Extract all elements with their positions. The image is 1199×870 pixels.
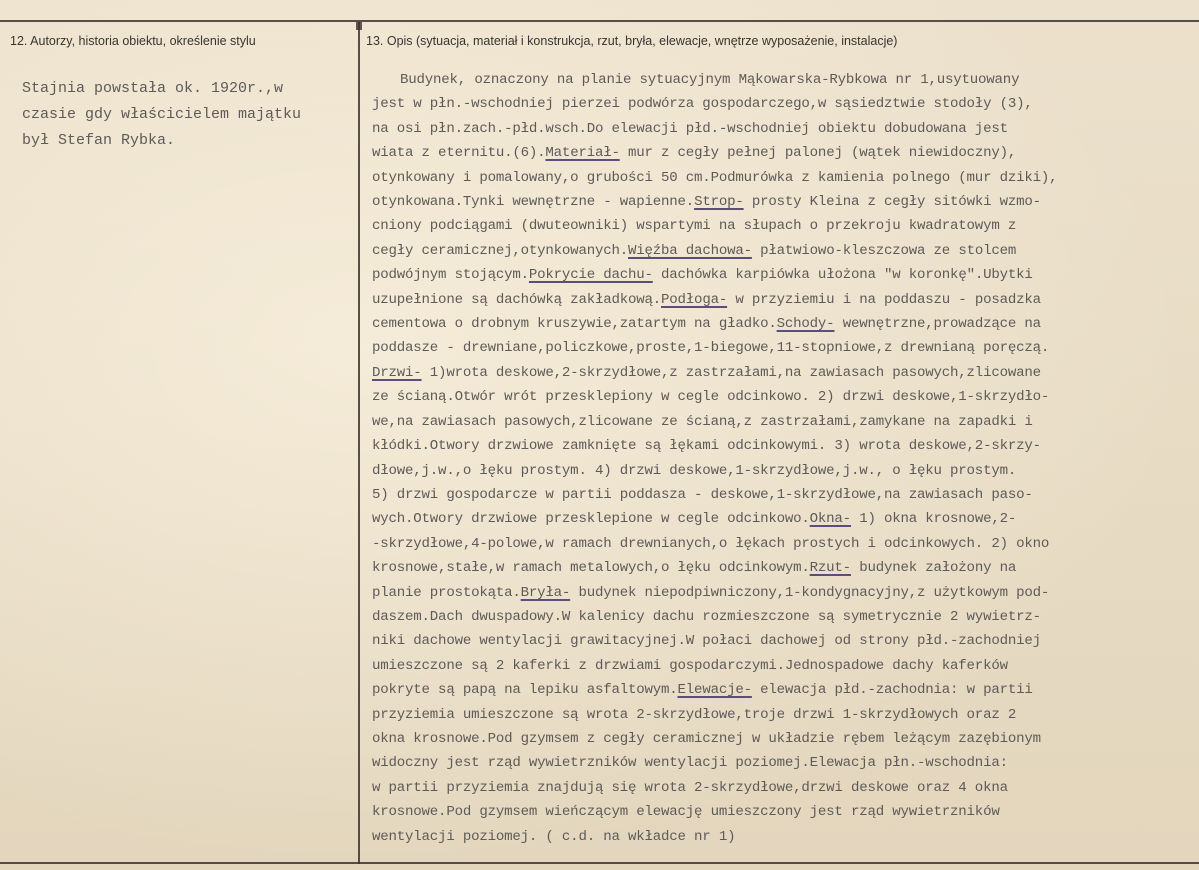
description-line xyxy=(372,483,1192,507)
description-segment: podwójnym stojącym. xyxy=(372,267,529,284)
description-line xyxy=(372,117,1192,141)
description-line xyxy=(372,605,1192,629)
description-line xyxy=(372,507,1192,531)
description-text xyxy=(372,68,1192,849)
description-segment: daszem.Dach dwuspadowy.W kalenicy dachu rozmieszczone są symetrycznie 2 wywietrz- xyxy=(372,608,1041,625)
description-segment: otynkowany i pomalowany,o grubości 50 cm.Podmurówka z kamienia polnego (mur dziki), xyxy=(372,169,1058,186)
description-segment: cegły ceramicznej,otynkowanych. xyxy=(372,242,628,259)
description-line xyxy=(372,434,1192,458)
description-segment: poddasze - drewniane,policzkowe,proste,1-biegowe,11-stopniowe,z drewnianą poręczą. xyxy=(372,340,1050,357)
description-line xyxy=(372,68,1192,92)
description-segment: wych.Otwory drzwiowe przesklepione w cegle odcinkowo. xyxy=(372,511,810,528)
description-segment: 5) drzwi gospodarcze w partii poddasza - deskowe,1-skrzydłowe,na zawiasach paso- xyxy=(372,486,1033,503)
description-segment: na osi płn.zach.-płd.wsch.Do elewacji płd.-wschodniej obiektu dobudowana jest xyxy=(372,120,1008,137)
section-keyword: Schody- xyxy=(776,316,835,333)
description-line xyxy=(372,654,1192,678)
description-line xyxy=(372,239,1192,263)
history-line: był Stefan Rybka. xyxy=(22,132,176,149)
description-line xyxy=(372,581,1192,605)
description-segment: płatwiowo-kleszczowa ze stolcem xyxy=(751,242,1017,259)
description-segment: 1)wrota deskowe,2-skrzydłowe,z zastrzałami,na zawiasach pasowych,zlicowane xyxy=(421,364,1041,381)
description-line xyxy=(372,678,1192,702)
description-segment: prosty Kleina z cegły sitówki wzmo- xyxy=(743,194,1041,211)
description-segment: jest w płn.-wschodniej pierzei podwórza gospodarczego,w sąsiedztwie stodoły (3), xyxy=(372,96,1033,113)
description-segment: dłowe,j.w.,o łęku prostym. 4) drzwi deskowe,1-skrzydłowe,j.w., o łęku prostym. xyxy=(372,462,1017,479)
description-segment: pokryte są papą na lepiku asfaltowym. xyxy=(372,682,678,699)
description-line xyxy=(372,141,1192,165)
section-keyword: Bryła- xyxy=(520,584,571,601)
description-segment: mur z cegły pełnej palonej (wątek niewidoczny), xyxy=(619,145,1017,162)
description-line xyxy=(372,532,1192,556)
description-line xyxy=(372,703,1192,727)
description-segment: krosnowe.Pod gzymsem wieńczącym elewację umieszczony jest rząd wywietrzników xyxy=(372,804,1000,821)
description-line xyxy=(372,288,1192,312)
description-segment: dachówka karpiówka ułożona "w koronkę".Ubytki xyxy=(652,267,1033,284)
section-keyword: Pokrycie dachu- xyxy=(528,267,653,284)
column-divider xyxy=(358,22,360,864)
description-line xyxy=(372,751,1192,775)
description-segment: krosnowe,stałe,w ramach metalowych,o łęku odcinkowym. xyxy=(372,560,810,577)
description-segment: otynkowana.Tynki wewnętrzne - wapienne. xyxy=(372,194,695,211)
description-line xyxy=(372,410,1192,434)
description-line xyxy=(372,263,1192,287)
description-segment: Budynek, oznaczony na planie sytuacyjnym Mąkowarska-Rybkowa nr 1,usytuowany xyxy=(400,72,1020,88)
description-line xyxy=(372,459,1192,483)
section-keyword: Podłoga- xyxy=(661,291,728,308)
description-segment: uzupełnione są dachówką zakładkową. xyxy=(372,291,662,308)
description-segment: planie prostokąta. xyxy=(372,584,521,601)
description-line xyxy=(372,190,1192,214)
description-segment: okna krosnowe.Pod gzymsem z cegły ceramicznej w układzie rębem leżącym zazębionym xyxy=(372,730,1041,747)
description-line xyxy=(372,825,1192,849)
description-segment: budynek założony na xyxy=(850,560,1017,577)
section-13-heading: 13. Opis (sytuacja, materiał i konstrukcja, rzut, bryła, elewacje, wnętrze wyposażenie, instalacje) xyxy=(366,34,898,48)
section-keyword: Materiał- xyxy=(545,145,620,162)
description-line xyxy=(372,361,1192,385)
section-keyword: Drzwi- xyxy=(372,364,422,381)
history-text xyxy=(22,76,352,154)
description-segment: wentylacji poziomej. ( c.d. na wkładce nr 1) xyxy=(372,828,736,845)
history-line: Stajnia powstała ok. 1920r.,w xyxy=(22,80,284,97)
description-segment: we,na zawiasach pasowych,zlicowane ze ścianą,z zastrzałami,zamykane na zapadki i xyxy=(372,413,1033,430)
description-segment: w partii przyziemia znajdują się wrota 2-skrzydłowe,drzwi deskowe oraz 4 okna xyxy=(372,779,1008,796)
description-line xyxy=(372,385,1192,409)
description-line xyxy=(372,727,1192,751)
description-line xyxy=(372,214,1192,238)
description-line xyxy=(372,800,1192,824)
description-segment: cniony podciągami (dwuteowniki) wspartymi na słupach o przekroju kwadratowym z xyxy=(372,218,1017,235)
description-segment: budynek niepodpiwniczony,1-kondygnacyjny,z użytkowym pod- xyxy=(570,584,1050,601)
description-segment: wewnętrzne,prowadzące na xyxy=(834,316,1041,333)
description-line xyxy=(372,629,1192,653)
description-segment: niki dachowe wentylacji grawitacyjnej.W połaci dachowej od strony płd.-zachodniej xyxy=(372,633,1041,650)
description-segment: 1) okna krosnowe,2- xyxy=(850,511,1017,528)
description-segment: umieszczone są 2 kaferki z drzwiami gospodarczymi.Jednospadowe dachy kaferków xyxy=(372,657,1008,674)
section-keyword: Elewacje- xyxy=(677,682,752,699)
section-keyword: Rzut- xyxy=(809,560,851,577)
description-line xyxy=(372,556,1192,580)
description-segment: w przyziemiu i na poddaszu - posadzka xyxy=(727,291,1041,308)
description-segment: widoczny jest rząd wywietrzników wentylacji poziomej.Elewacja płn.-wschodnia: xyxy=(372,755,1008,772)
section-keyword: Strop- xyxy=(694,194,744,211)
description-segment: przyziemia umieszczone są wrota 2-skrzydłowe,troje drzwi 1-skrzydłowych oraz 2 xyxy=(372,706,1017,723)
history-line: czasie gdy właścicielem majątku xyxy=(22,106,302,123)
section-keyword: Więźba dachowa- xyxy=(628,242,752,259)
section-12-heading: 12. Autorzy, historia obiektu, określenie stylu xyxy=(10,34,256,48)
description-segment: cementowa o drobnym kruszywie,zatartym na gładko. xyxy=(372,316,777,333)
top-rule xyxy=(0,20,1199,22)
description-segment: elewacja płd.-zachodnia: w partii xyxy=(751,682,1033,699)
section-keyword: Okna- xyxy=(809,511,851,528)
description-segment: wiata z eternitu.(6). xyxy=(372,145,546,162)
bottom-rule xyxy=(0,862,1199,864)
description-line xyxy=(372,92,1192,116)
description-line xyxy=(372,166,1192,190)
description-line xyxy=(372,336,1192,360)
description-line xyxy=(372,776,1192,800)
description-line xyxy=(372,312,1192,336)
description-segment: kłódki.Otwory drzwiowe zamknięte są łękami odcinkowymi. 3) wrota deskowe,2-skrzy- xyxy=(372,438,1041,455)
description-segment: -skrzydłowe,4-polowe,w ramach drewnianych,o łękach prostych i odcinkowych. 2) okno xyxy=(372,535,1050,552)
description-segment: ze ścianą.Otwór wrót przesklepiony w cegle odcinkowo. 2) drzwi deskowe,1-skrzydło- xyxy=(372,389,1050,406)
